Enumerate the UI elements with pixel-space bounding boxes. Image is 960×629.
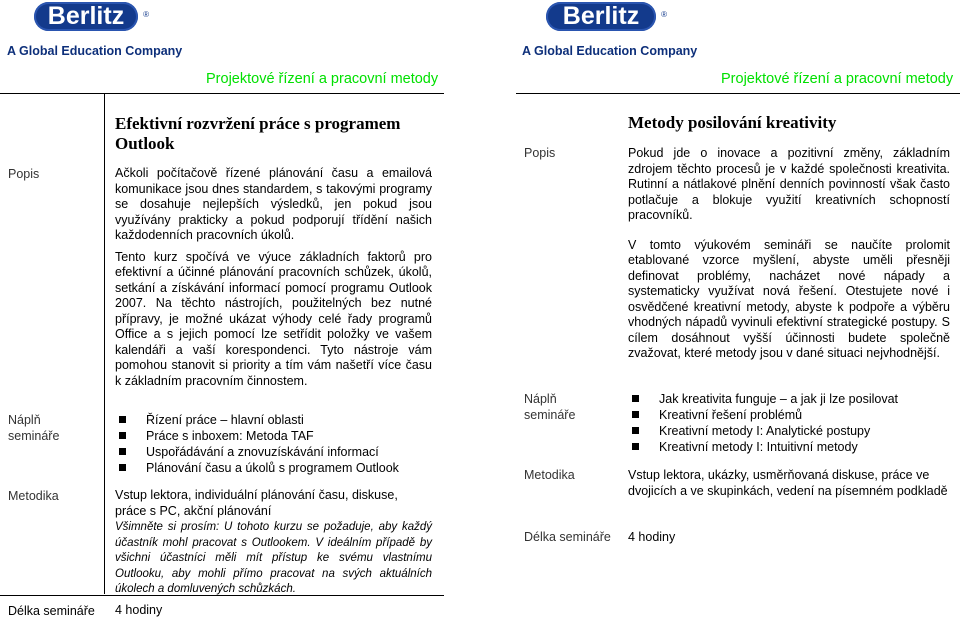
napln-list [628,391,950,455]
logo-text: Berlitz [47,2,125,30]
tagline: A Global Education Company [7,44,183,58]
label-delka: Délka semináře [524,530,611,544]
registered-mark: ® [143,10,149,19]
tagline: A Global Education Company [522,44,698,58]
label-popis: Popis [524,146,556,160]
list-item: Kreativní řešení problémů [628,407,950,423]
square-bullet-icon [632,443,639,450]
popis-paragraph-1: Pokud jde o inovace a pozitivní změny, základním zdrojem těchto procesů je v každé společnosti kreativita. Rutinní a nátlakové plnění denních povinností však často potlačuje a blokuje využití kreativních schopností pracovníků. [628,146,950,222]
label-napln: Náplň semináře [8,413,60,443]
column-divider [104,94,105,594]
left-page [0,0,452,629]
metodika-text [115,488,432,598]
square-bullet-icon [119,464,126,471]
metodika-text: Vstup lektora, ukázky, usměrňovaná diskuse, práce ve dvojicích a ve skupinkách, vedení na písemném podkladě [628,468,948,498]
label-metodika: Metodika [8,489,59,503]
square-bullet-icon [119,448,126,455]
list-item: Kreativní metody I: Intuitivní metody [628,439,950,455]
logo-text: Berlitz [562,2,640,30]
popis-text [628,146,950,368]
registered-mark: ® [661,10,667,19]
list-item: Plánování času a úkolů s programem Outlook [115,460,435,476]
right-page [514,0,960,629]
delka-value: 4 hodiny [628,530,676,544]
document-title: Projektové řízení a pracovní metody [721,71,954,87]
header-divider [516,93,960,94]
label-napln: Náplň semináře [524,392,576,422]
list-item: Kreativní metody I: Analytické postupy [628,423,950,439]
section-title: Metody posilování kreativity [628,113,837,132]
header-divider [0,93,444,94]
list-item: Práce s inboxem: Metoda TAF [115,428,435,444]
list-item: Uspořádávání a znovuzískávání informací [115,444,435,460]
popis-paragraph-2: Tento kurz spočívá ve výuce základních faktorů pro efektivní a účinné plánování pracovních schůzek, úkolů, setkání a získávání informací pomocí programu Outlook 2007. Na těchto nástrojích, použitelných bez nutné přípravy, je možné ukázat výhody celé řady programů Office a s jejich pomocí lze setřídit položky ve vašem kalendáři a vaší korespondenci. Tyto nástroje vám pomohou stanovit si priority a tím vám našetří více času k základním pracovním činnostem. [115,249,432,388]
label-delka: Délka semináře [8,604,95,618]
square-bullet-icon [119,416,126,423]
label-popis: Popis [8,167,40,181]
square-bullet-icon [119,432,126,439]
section-title: Efektivní rozvržení práce s programem Outlook [115,114,401,153]
popis-paragraph-1: Ačkoli počítačově řízené plánování času a emailová komunikace jsou dnes standardem, s takovými programy se dosahuje nejlepších výsledků, jen pokud jsou využívány prakticky a pokud podporují třídění našich každodenních pracovních úkolů. [115,166,432,242]
metodika-note: Všimněte si prosím: U tohoto kurzu se požaduje, aby každý účastník mohl pracovat s Outlookem. V ideálním případě by všichni účastníci měli mít přístup ke svému vlastnímu Outlooku, aby mohli přímo pracovat na svých aktuálních úkolech a domluvených schůzkách. [115,521,432,595]
square-bullet-icon [632,411,639,418]
delka-value: 4 hodiny [115,603,163,617]
berlitz-logo [34,2,149,31]
napln-list [115,412,435,476]
popis-text [115,166,432,395]
square-bullet-icon [632,427,639,434]
metodika-description: Vstup lektora, individuální plánování času, diskuse, práce s PC, akční plánování [115,488,398,518]
popis-paragraph-2: V tomto výukovém semináři se naučíte prolomit etablované vzorce myšlení, abyste uměli přesněji definovat problémy, nacházet nové nápady a systematicky využívat nová řešení. Otestujete nové i osvědčené kreativní metody, abyste k podpoře a výběru vhodných nápadů vyvinuli efektivní strategické postupy. S cílem dosáhnout vyšší účinnosti budete společně zvažovat, které metody jsou v dané situaci nejvhodnější. [628,237,950,360]
list-item: Řízení práce – hlavní oblasti [115,412,435,428]
list-item: Jak kreativita funguje – a jak ji lze posilovat [628,391,950,407]
document-title: Projektové řízení a pracovní metody [206,71,439,87]
square-bullet-icon [632,395,639,402]
berlitz-logo [546,2,667,31]
label-metodika: Metodika [524,468,575,482]
